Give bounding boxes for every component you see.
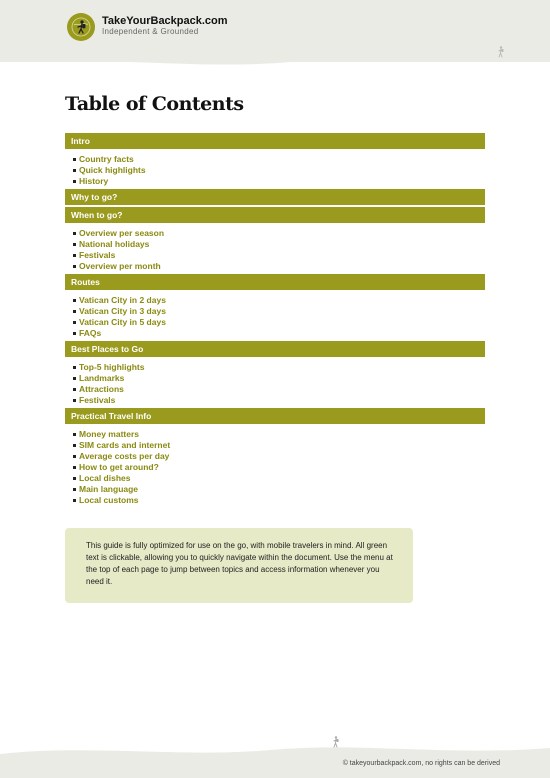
bullet-icon bbox=[73, 466, 76, 469]
toc-link-label: National holidays bbox=[79, 239, 150, 249]
toc-link[interactable] bbox=[73, 306, 485, 317]
toc-link[interactable] bbox=[73, 362, 485, 373]
page-title: Table of Contents bbox=[65, 93, 244, 115]
toc-link-label: History bbox=[79, 176, 109, 186]
toc-link-label: SIM cards and internet bbox=[79, 440, 171, 450]
toc-link[interactable] bbox=[73, 228, 485, 239]
toc-link-label: Main language bbox=[79, 484, 139, 494]
section-heading[interactable]: Why to go? bbox=[65, 189, 485, 205]
bullet-icon bbox=[73, 377, 76, 380]
section-heading[interactable]: When to go? bbox=[65, 207, 485, 223]
bullet-icon bbox=[73, 321, 76, 324]
toc-link-label: Attractions bbox=[79, 384, 124, 394]
footer-wave bbox=[0, 740, 550, 778]
bullet-icon bbox=[73, 169, 76, 172]
bullet-icon bbox=[73, 399, 76, 402]
table-of-contents bbox=[65, 133, 485, 508]
info-box bbox=[65, 528, 413, 603]
section-item-list bbox=[65, 225, 485, 274]
toc-link[interactable] bbox=[73, 261, 485, 272]
toc-link[interactable] bbox=[73, 384, 485, 395]
toc-link-label: Vatican City in 2 days bbox=[79, 295, 166, 305]
bullet-icon bbox=[73, 444, 76, 447]
header-wave-divider bbox=[0, 50, 550, 70]
info-text: This guide is fully optimized for use on the go, with mobile travelers in mind. All green text is clickable, allowing you to quickly navigate within the document. Use the menu at the top of each page to jump between topics and access information whenever you need it. bbox=[86, 541, 393, 586]
brand-tagline: Independent & Grounded bbox=[102, 27, 199, 36]
toc-link[interactable] bbox=[73, 165, 485, 176]
toc-link-label: Money matters bbox=[79, 429, 139, 439]
section-heading[interactable]: Intro bbox=[65, 133, 485, 149]
toc-link-label: Festivals bbox=[79, 395, 116, 405]
section-item-list bbox=[65, 292, 485, 341]
toc-link-label: Festivals bbox=[79, 250, 116, 260]
toc-link[interactable] bbox=[73, 495, 485, 506]
bullet-icon bbox=[73, 180, 76, 183]
brand-name[interactable]: TakeYourBackpack.com bbox=[102, 15, 228, 27]
toc-link[interactable] bbox=[73, 250, 485, 261]
bullet-icon bbox=[73, 433, 76, 436]
toc-link[interactable] bbox=[73, 373, 485, 384]
toc-link-label: How to get around? bbox=[79, 462, 159, 472]
toc-link-label: Vatican City in 3 days bbox=[79, 306, 166, 316]
bullet-icon bbox=[73, 158, 76, 161]
toc-link[interactable] bbox=[73, 451, 485, 462]
toc-link-label: Landmarks bbox=[79, 373, 125, 383]
bullet-icon bbox=[73, 332, 76, 335]
bullet-icon bbox=[73, 232, 76, 235]
toc-link[interactable] bbox=[73, 328, 485, 339]
hiker-icon bbox=[331, 736, 341, 748]
bullet-icon bbox=[73, 265, 76, 268]
toc-link[interactable] bbox=[73, 317, 485, 328]
section-heading[interactable]: Routes bbox=[65, 274, 485, 290]
toc-link[interactable] bbox=[73, 473, 485, 484]
bullet-icon bbox=[73, 388, 76, 391]
toc-link-label: Vatican City in 5 days bbox=[79, 317, 166, 327]
bullet-icon bbox=[73, 455, 76, 458]
bullet-icon bbox=[73, 366, 76, 369]
section-heading[interactable]: Best Places to Go bbox=[65, 341, 485, 357]
toc-link[interactable] bbox=[73, 154, 485, 165]
section-item-list bbox=[65, 426, 485, 508]
toc-link[interactable] bbox=[73, 462, 485, 473]
globe-hiker-logo-icon[interactable] bbox=[67, 13, 95, 41]
toc-link-label: Overview per month bbox=[79, 261, 161, 271]
bullet-icon bbox=[73, 477, 76, 480]
toc-link-label: Local customs bbox=[79, 495, 139, 505]
toc-link[interactable] bbox=[73, 295, 485, 306]
section-item-list bbox=[65, 359, 485, 408]
section-heading[interactable]: Practical Travel Info bbox=[65, 408, 485, 424]
section-item-list bbox=[65, 151, 485, 189]
toc-link-label: Country facts bbox=[79, 154, 134, 164]
toc-link[interactable] bbox=[73, 239, 485, 250]
toc-link[interactable] bbox=[73, 395, 485, 406]
toc-link[interactable] bbox=[73, 484, 485, 495]
toc-link[interactable] bbox=[73, 440, 485, 451]
toc-link-label: Overview per season bbox=[79, 228, 165, 238]
toc-link-label: Quick highlights bbox=[79, 165, 146, 175]
bullet-icon bbox=[73, 254, 76, 257]
bullet-icon bbox=[73, 299, 76, 302]
bullet-icon bbox=[73, 243, 76, 246]
toc-link[interactable] bbox=[73, 429, 485, 440]
hiker-icon bbox=[496, 46, 506, 58]
bullet-icon bbox=[73, 499, 76, 502]
toc-link-label: Average costs per day bbox=[79, 451, 170, 461]
toc-link-label: Top-5 highlights bbox=[79, 362, 145, 372]
toc-link-label: FAQs bbox=[79, 328, 102, 338]
footer-copyright: © takeyourbackpack.com, no rights can be derived bbox=[342, 760, 500, 767]
bullet-icon bbox=[73, 488, 76, 491]
toc-link[interactable] bbox=[73, 176, 485, 187]
toc-link-label: Local dishes bbox=[79, 473, 131, 483]
bullet-icon bbox=[73, 310, 76, 313]
